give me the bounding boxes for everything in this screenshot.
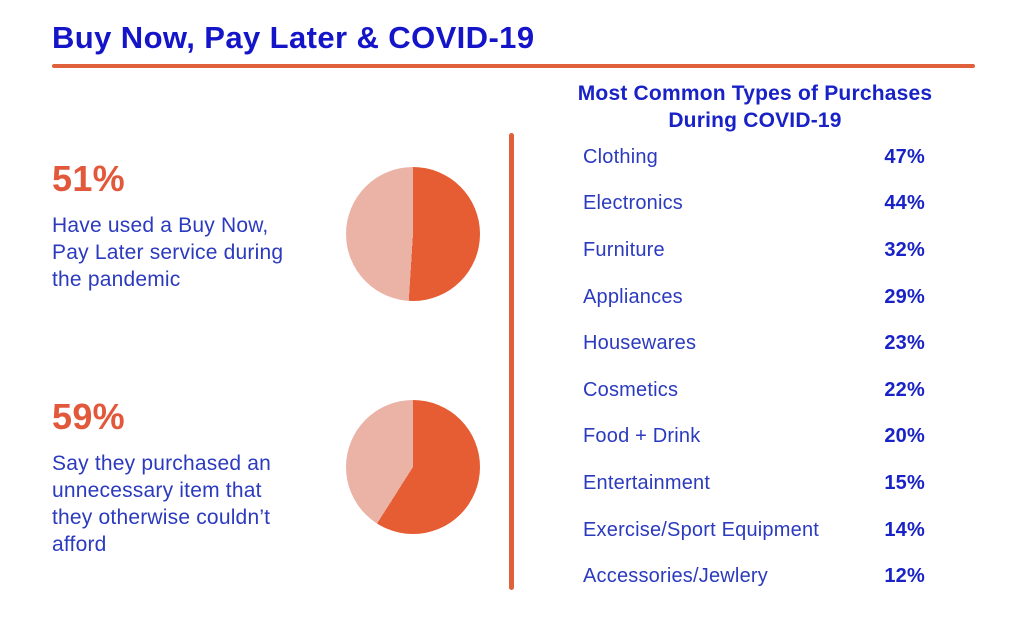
purchases-table	[583, 134, 925, 600]
row-label: Entertainment	[583, 471, 711, 494]
row-label: Cosmetics	[583, 378, 679, 401]
table-row	[583, 553, 925, 600]
row-value: 32%	[884, 238, 925, 261]
row-value: 14%	[884, 518, 925, 541]
purchases-title: Most Common Types of Purchases During COVID-19	[577, 82, 933, 132]
table-row	[583, 181, 925, 228]
table-row	[583, 274, 925, 321]
row-label: Furniture	[583, 238, 665, 261]
stat-value-51: 51%	[52, 158, 125, 199]
row-label: Electronics	[583, 192, 684, 215]
vertical-divider	[509, 133, 514, 590]
row-value: 20%	[884, 425, 925, 448]
row-value: 22%	[884, 378, 925, 401]
row-value: 23%	[884, 332, 925, 355]
table-row	[583, 367, 925, 414]
page-title: Buy Now, Pay Later & COVID-19	[52, 20, 535, 55]
row-value: 29%	[884, 285, 925, 308]
title-underline	[52, 64, 975, 68]
stat-value-59: 59%	[52, 396, 125, 437]
row-label: Appliances	[583, 285, 683, 308]
stat-description-51: Have used a Buy Now, Pay Later service during the pandemic	[52, 214, 284, 291]
row-label: Food + Drink	[583, 425, 701, 448]
stat-description-59: Say they purchased an unnecessary item that they otherwise couldn’t afford	[52, 452, 272, 556]
pie-chart-51	[346, 167, 480, 301]
row-value: 15%	[884, 471, 925, 494]
row-value: 44%	[884, 192, 925, 215]
row-label: Clothing	[583, 145, 658, 168]
table-row	[583, 134, 925, 181]
pie-chart-59	[346, 400, 480, 534]
row-value: 47%	[884, 145, 925, 168]
table-row	[583, 507, 925, 554]
row-label: Exercise/Sport Equipment	[583, 518, 820, 541]
row-value: 12%	[884, 565, 925, 588]
table-row	[583, 460, 925, 507]
table-row	[583, 227, 925, 274]
table-row	[583, 414, 925, 461]
row-label: Housewares	[583, 332, 697, 355]
table-row	[583, 320, 925, 367]
row-label: Accessories/Jewlery	[583, 565, 768, 588]
